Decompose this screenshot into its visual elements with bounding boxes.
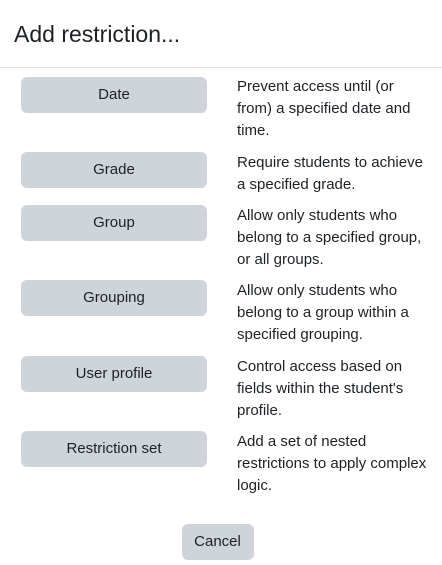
date-button[interactable]: Date <box>21 77 207 113</box>
option-row-group <box>0 205 442 280</box>
grouping-description: Allow only students who belong to a group within a specified grouping. <box>237 282 409 343</box>
date-description: Prevent access until (or from) a specified date and time. <box>237 78 411 139</box>
option-row-date <box>0 76 442 152</box>
option-row-grade <box>0 152 442 205</box>
group-button[interactable]: Group <box>21 205 207 241</box>
option-row-grouping <box>0 280 442 356</box>
group-description: Allow only students who belong to a specified group, or all groups. <box>237 207 422 268</box>
dialog-footer <box>0 524 442 560</box>
option-row-restriction-set <box>0 431 442 524</box>
grouping-button[interactable]: Grouping <box>21 280 207 316</box>
option-row-user-profile <box>0 356 442 431</box>
dialog-header <box>0 0 442 68</box>
dialog-body <box>0 68 442 524</box>
user-profile-button[interactable]: User profile <box>21 356 207 392</box>
grade-description: Require students to achieve a specified grade. <box>237 154 423 193</box>
grade-button[interactable]: Grade <box>21 152 207 188</box>
restriction-set-description: Add a set of nested restrictions to apply complex logic. <box>237 433 427 494</box>
restriction-set-button[interactable]: Restriction set <box>21 431 207 467</box>
dialog-title: Add restriction... <box>14 21 181 47</box>
user-profile-description: Control access based on fields within the student's profile. <box>237 358 404 419</box>
cancel-button[interactable]: Cancel <box>182 524 254 560</box>
